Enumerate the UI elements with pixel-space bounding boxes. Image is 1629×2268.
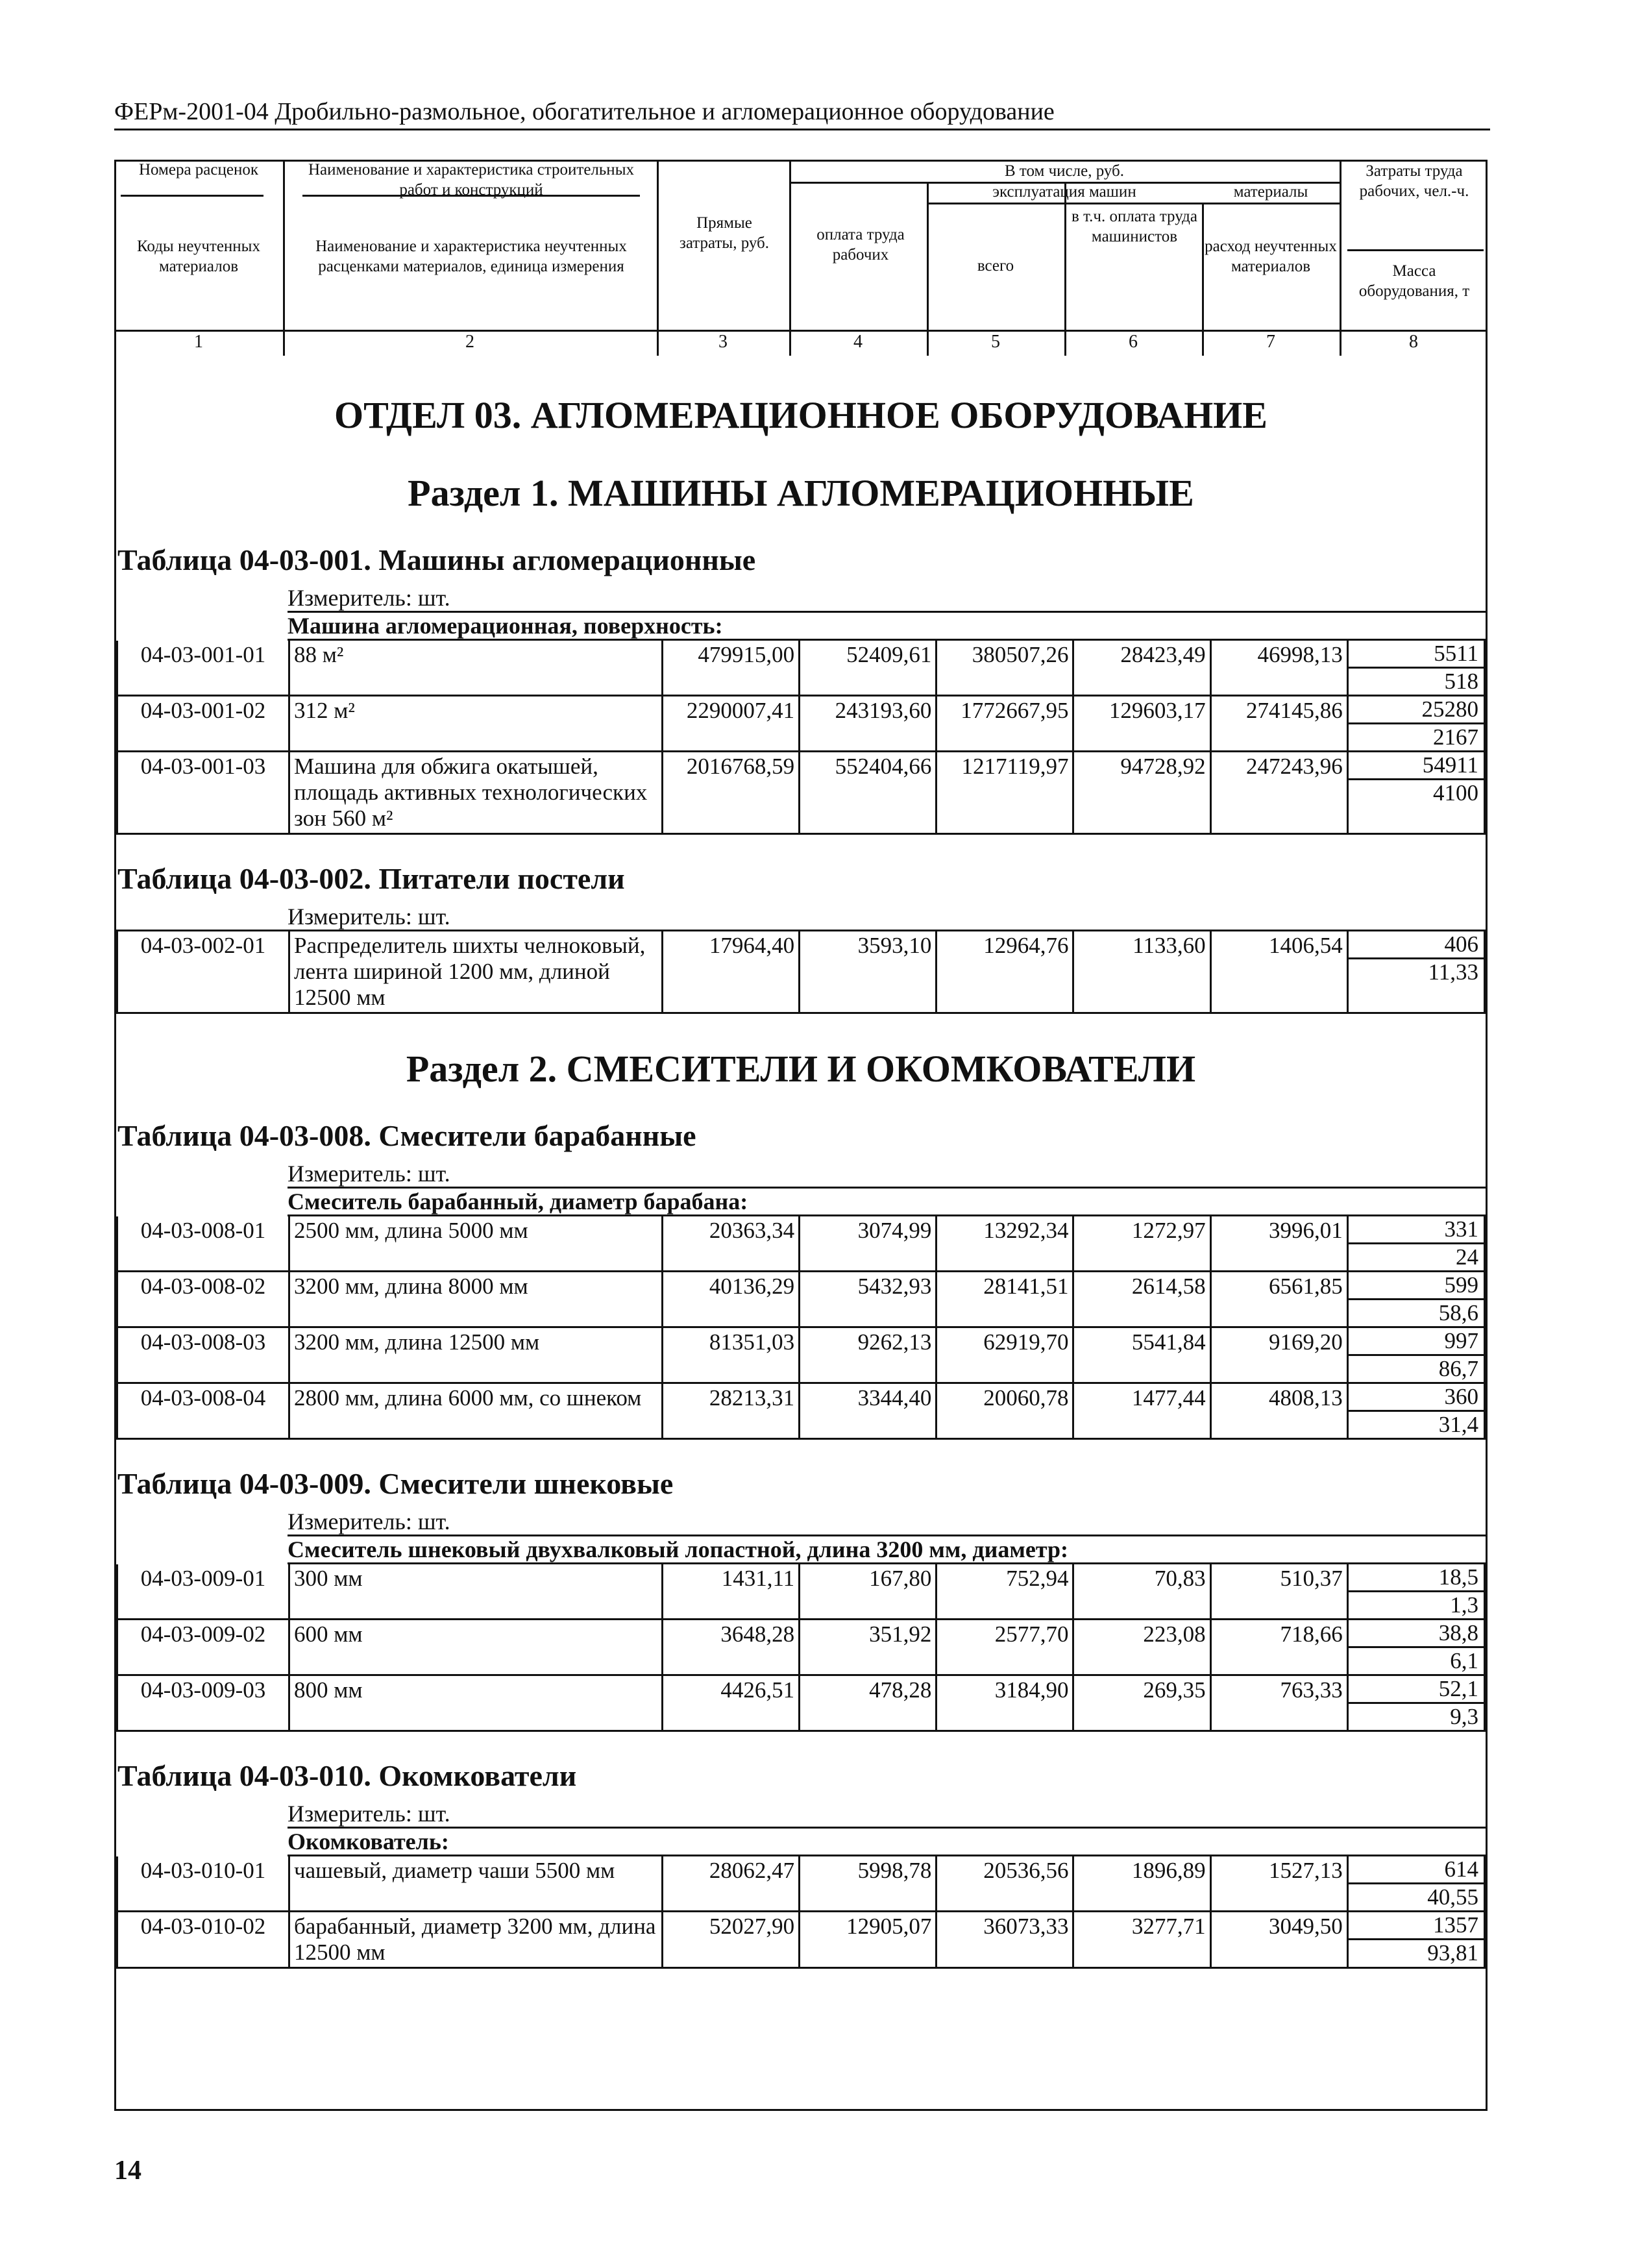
material-costs-cell: 1527,13: [1210, 1856, 1347, 1912]
machinist-pay-cell: 223,08: [1073, 1620, 1210, 1675]
direct-costs-cell: 2016768,59: [663, 752, 800, 834]
item-name-cell: барабанный, диаметр 3200 мм, длина 12500 мм: [289, 1912, 663, 1968]
labor-mass-cell: [1347, 1675, 1484, 1731]
rate-code-cell: 04-03-001-02: [117, 696, 289, 752]
labor-pay-cell: 5432,93: [800, 1272, 937, 1327]
table-row: [117, 1856, 1485, 1912]
labor-mass-cell: [1347, 1856, 1484, 1912]
direct-costs-cell: 17964,40: [663, 931, 800, 1013]
equipment-mass-value: 58,6: [1438, 1300, 1478, 1325]
labor-pay-cell: 52409,61: [800, 641, 937, 696]
equipment-mass-value: 31,4: [1438, 1412, 1478, 1437]
material-costs-cell: 247243,96: [1210, 752, 1347, 834]
equipment-mass-value: 2167: [1433, 724, 1478, 750]
item-name-cell: 2800 мм, длина 6000 мм, со шнеком: [289, 1383, 663, 1439]
machine-costs-cell: 1217119,97: [937, 752, 1073, 834]
material-costs-cell: 46998,13: [1210, 641, 1347, 696]
table-010-title: Таблица 04-03-010. Окомкователи: [117, 1759, 577, 1792]
rate-code-cell: 04-03-008-04: [117, 1383, 289, 1439]
machinist-pay-cell: 129603,17: [1073, 696, 1210, 752]
machinist-pay-cell: 28423,49: [1073, 641, 1210, 696]
labor-pay-cell: 3344,40: [800, 1383, 937, 1439]
labor-hours-value: 614: [1349, 1856, 1484, 1884]
rate-code-cell: 04-03-010-01: [117, 1856, 289, 1912]
material-costs-cell: 763,33: [1210, 1675, 1347, 1731]
labor-mass-cell: [1347, 1327, 1484, 1383]
table-001-unit: Измеритель: шт.: [288, 585, 450, 611]
column-number: 1: [194, 332, 203, 352]
table-009-unit: Измеритель: шт.: [288, 1509, 450, 1535]
header-equipment-mass: Масса оборудования, т: [1358, 262, 1470, 300]
column-number: 6: [1129, 332, 1138, 352]
machinist-pay-cell: 1896,89: [1073, 1856, 1210, 1912]
page-number: 14: [114, 2156, 141, 2186]
column-number: 5: [991, 332, 1000, 352]
table-row: [117, 1675, 1485, 1731]
table-001-title: Таблица 04-03-001. Машины агломерационные: [117, 543, 756, 576]
item-name-cell: Машина для обжига окатышей, площадь активных технологических зон 560 м²: [289, 752, 663, 834]
rate-code-cell: 04-03-001-01: [117, 641, 289, 696]
column-number: 2: [465, 332, 474, 352]
direct-costs-cell: 4426,51: [663, 1675, 800, 1731]
labor-mass-cell: [1347, 931, 1484, 1013]
labor-pay-cell: 3074,99: [800, 1216, 937, 1272]
header-work-name: Наименование и характеристика строительных работ и конструкций: [308, 161, 634, 199]
table-001-subheader: Машина агломерационная, поверхность:: [288, 611, 1486, 641]
table-header: [114, 160, 1488, 356]
machinist-pay-cell: 70,83: [1073, 1564, 1210, 1620]
labor-pay-cell: 3593,10: [800, 931, 937, 1013]
labor-mass-cell: [1347, 1620, 1484, 1675]
machine-costs-cell: 28141,51: [937, 1272, 1073, 1327]
labor-mass-cell: [1347, 1912, 1484, 1968]
item-name-cell: Распределитель шихты челноковый, лента шириной 1200 мм, длиной 12500 мм: [289, 931, 663, 1013]
labor-hours-value: 406: [1349, 931, 1484, 959]
rate-code-cell: 04-03-001-03: [117, 752, 289, 834]
labor-pay-cell: 478,28: [800, 1675, 937, 1731]
table-row: [117, 1564, 1485, 1620]
labor-hours-value: 5511: [1349, 641, 1484, 669]
machinist-pay-cell: 1477,44: [1073, 1383, 1210, 1439]
table-008-unit: Измеритель: шт.: [288, 1161, 450, 1187]
labor-pay-cell: 552404,66: [800, 752, 937, 834]
machinist-pay-cell: 1133,60: [1073, 931, 1210, 1013]
equipment-mass-value: 24: [1456, 1244, 1478, 1270]
material-costs-cell: 274145,86: [1210, 696, 1347, 752]
direct-costs-cell: 479915,00: [663, 641, 800, 696]
labor-hours-value: 54911: [1349, 752, 1484, 780]
rate-code-cell: 04-03-008-01: [117, 1216, 289, 1272]
section-2-title: Раздел 2. СМЕСИТЕЛИ И ОКОМКОВАТЕЛИ: [406, 1048, 1196, 1090]
labor-hours-value: 18,5: [1349, 1564, 1484, 1592]
machinist-pay-cell: 5541,84: [1073, 1327, 1210, 1383]
table-010-unit: Измеритель: шт.: [288, 1801, 450, 1827]
machine-costs-cell: 752,94: [937, 1564, 1073, 1620]
item-name-cell: чашевый, диаметр чаши 5500 мм: [289, 1856, 663, 1912]
labor-hours-value: 52,1: [1349, 1676, 1484, 1704]
direct-costs-cell: 3648,28: [663, 1620, 800, 1675]
document-body: [116, 354, 1486, 1969]
equipment-mass-value: 11,33: [1428, 959, 1478, 985]
table-002-title: Таблица 04-03-002. Питатели постели: [117, 862, 625, 895]
material-costs-cell: 1406,54: [1210, 931, 1347, 1013]
labor-hours-value: 38,8: [1349, 1620, 1484, 1648]
table-008-subheader: Смеситель барабанный, диаметр барабана:: [288, 1187, 1486, 1216]
table-009-subheader: Смеситель шнековый двухвалковый лопастной, длина 3200 мм, диаметр:: [288, 1535, 1486, 1564]
header-rate-numbers: Номера расценок: [138, 161, 259, 179]
labor-pay-cell: 167,80: [800, 1564, 937, 1620]
item-name-cell: 300 мм: [289, 1564, 663, 1620]
material-costs-cell: 4808,13: [1210, 1383, 1347, 1439]
labor-pay-cell: 243193,60: [800, 696, 937, 752]
table-row: [117, 641, 1485, 696]
machine-costs-cell: 36073,33: [937, 1912, 1073, 1968]
rate-code-cell: 04-03-009-02: [117, 1620, 289, 1675]
table-002-rows: [116, 930, 1486, 1014]
direct-costs-cell: 2290007,41: [663, 696, 800, 752]
table-010-subheader: Окомкователь:: [288, 1827, 1486, 1856]
machinist-pay-cell: 269,35: [1073, 1675, 1210, 1731]
direct-costs-cell: 1431,11: [663, 1564, 800, 1620]
labor-mass-cell: [1347, 1564, 1484, 1620]
rate-code-cell: 04-03-008-03: [117, 1327, 289, 1383]
table-001-rows: [116, 641, 1486, 835]
table-row: [117, 1327, 1485, 1383]
header-machines-total: всего: [977, 257, 1014, 275]
header-including: В том числе, руб.: [1004, 162, 1125, 180]
column-number: 7: [1266, 332, 1275, 352]
direct-costs-cell: 28062,47: [663, 1856, 800, 1912]
material-costs-cell: 510,37: [1210, 1564, 1347, 1620]
labor-hours-value: 1357: [1349, 1912, 1484, 1940]
table-010-rows: [116, 1856, 1486, 1969]
machine-costs-cell: 1772667,95: [937, 696, 1073, 752]
machine-costs-cell: 13292,34: [937, 1216, 1073, 1272]
table-row: [117, 752, 1485, 834]
page-header: ФЕРм-2001-04 Дробильно-размольное, обогатительное и агломерационное оборудование: [114, 97, 1490, 130]
header-material-codes: Коды неучтенных материалов: [137, 238, 260, 275]
item-name-cell: 3200 мм, длина 8000 мм: [289, 1272, 663, 1327]
machinist-pay-cell: 3277,71: [1073, 1912, 1210, 1968]
material-costs-cell: 718,66: [1210, 1620, 1347, 1675]
equipment-mass-value: 4100: [1433, 780, 1478, 806]
table-row: [117, 931, 1485, 1013]
equipment-mass-value: 40,55: [1427, 1884, 1478, 1910]
header-labor-pay: оплата труда рабочих: [816, 226, 905, 264]
equipment-mass-value: 86,7: [1438, 1356, 1478, 1381]
labor-hours-value: 331: [1349, 1216, 1484, 1244]
column-number: 8: [1409, 332, 1418, 352]
equipment-mass-value: 93,81: [1427, 1940, 1478, 1966]
machinist-pay-cell: 94728,92: [1073, 752, 1210, 834]
labor-hours-value: 997: [1349, 1328, 1484, 1356]
item-name-cell: 312 м²: [289, 696, 663, 752]
material-costs-cell: 3996,01: [1210, 1216, 1347, 1272]
equipment-mass-value: 518: [1444, 669, 1478, 694]
labor-pay-cell: 9262,13: [800, 1327, 937, 1383]
table-row: [117, 1216, 1485, 1272]
item-name-cell: 88 м²: [289, 641, 663, 696]
table-008-title: Таблица 04-03-008. Смесители барабанные: [117, 1119, 696, 1152]
header-labor-hours: Затраты труда рабочих, чел.-ч.: [1359, 162, 1469, 200]
labor-mass-cell: [1347, 1216, 1484, 1272]
rate-code-cell: 04-03-009-01: [117, 1564, 289, 1620]
equipment-mass-value: 9,3: [1450, 1704, 1478, 1729]
labor-mass-cell: [1347, 752, 1484, 834]
material-costs-cell: 6561,85: [1210, 1272, 1347, 1327]
machine-costs-cell: 20536,56: [937, 1856, 1073, 1912]
machine-costs-cell: 3184,90: [937, 1675, 1073, 1731]
department-title: ОТДЕЛ 03. АГЛОМЕРАЦИОННОЕ ОБОРУДОВАНИЕ: [334, 394, 1268, 436]
machine-costs-cell: 20060,78: [937, 1383, 1073, 1439]
table-009-title: Таблица 04-03-009. Смесители шнековые: [117, 1467, 674, 1500]
table-002-unit: Измеритель: шт.: [288, 904, 450, 930]
labor-mass-cell: [1347, 641, 1484, 696]
header-materials: материалы: [1233, 183, 1308, 201]
rate-code-cell: 04-03-008-02: [117, 1272, 289, 1327]
rate-code-cell: 04-03-009-03: [117, 1675, 289, 1731]
labor-hours-value: 360: [1349, 1384, 1484, 1412]
machine-costs-cell: 2577,70: [937, 1620, 1073, 1675]
main-table-frame: [114, 160, 1488, 2111]
item-name-cell: 3200 мм, длина 12500 мм: [289, 1327, 663, 1383]
rate-code-cell: 04-03-002-01: [117, 931, 289, 1013]
machine-costs-cell: 62919,70: [937, 1327, 1073, 1383]
machine-costs-cell: 380507,26: [937, 641, 1073, 696]
direct-costs-cell: 52027,90: [663, 1912, 800, 1968]
labor-pay-cell: 5998,78: [800, 1856, 937, 1912]
material-costs-cell: 9169,20: [1210, 1327, 1347, 1383]
table-row: [117, 1912, 1485, 1968]
item-name-cell: 800 мм: [289, 1675, 663, 1731]
header-machinist-pay: в т.ч. оплата труда машинистов: [1072, 208, 1197, 245]
material-costs-cell: 3049,50: [1210, 1912, 1347, 1968]
machinist-pay-cell: 1272,97: [1073, 1216, 1210, 1272]
header-direct-costs: Прямые затраты, руб.: [679, 214, 770, 252]
item-name-cell: 2500 мм, длина 5000 мм: [289, 1216, 663, 1272]
equipment-mass-value: 6,1: [1450, 1648, 1478, 1673]
header-unaccounted-materials: расход неучтенных материалов: [1205, 238, 1337, 275]
direct-costs-cell: 20363,34: [663, 1216, 800, 1272]
table-row: [117, 1383, 1485, 1439]
direct-costs-cell: 28213,31: [663, 1383, 800, 1439]
item-name-cell: 600 мм: [289, 1620, 663, 1675]
machinist-pay-cell: 2614,58: [1073, 1272, 1210, 1327]
labor-pay-cell: 351,92: [800, 1620, 937, 1675]
labor-mass-cell: [1347, 1272, 1484, 1327]
labor-mass-cell: [1347, 1383, 1484, 1439]
labor-pay-cell: 12905,07: [800, 1912, 937, 1968]
table-008-rows: [116, 1216, 1486, 1440]
table-row: [117, 696, 1485, 752]
labor-mass-cell: [1347, 696, 1484, 752]
labor-hours-value: 599: [1349, 1272, 1484, 1300]
rate-code-cell: 04-03-010-02: [117, 1912, 289, 1968]
direct-costs-cell: 40136,29: [663, 1272, 800, 1327]
column-number: 4: [853, 332, 863, 352]
section-1-title: Раздел 1. МАШИНЫ АГЛОМЕРАЦИОННЫЕ: [408, 472, 1194, 514]
equipment-mass-value: 1,3: [1450, 1592, 1478, 1618]
labor-hours-value: 25280: [1349, 696, 1484, 724]
column-number: 3: [718, 332, 728, 352]
machine-costs-cell: 12964,76: [937, 931, 1073, 1013]
table-009-rows: [116, 1564, 1486, 1732]
direct-costs-cell: 81351,03: [663, 1327, 800, 1383]
header-material-name: Наименование и характеристика неучтенных расценками материалов, единица измерения: [315, 238, 627, 275]
header-machine-operation: эксплуатация машин: [992, 183, 1136, 201]
table-row: [117, 1272, 1485, 1327]
table-row: [117, 1620, 1485, 1675]
